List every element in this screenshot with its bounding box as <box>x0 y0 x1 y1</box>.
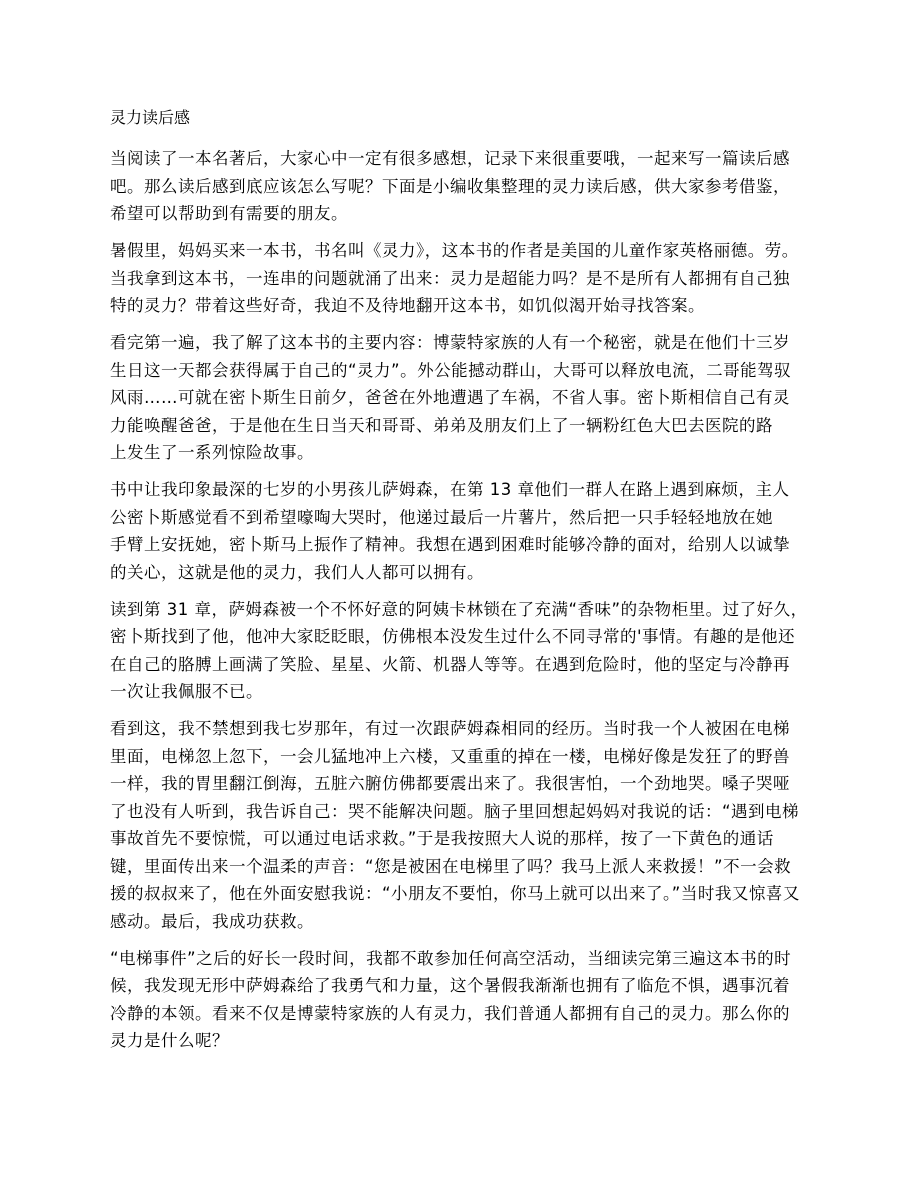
text-line: 当阅读了一本名著后，大家心中一定有很多感想，记录下来很重要哦，一起来写一篇读后感 <box>110 149 790 168</box>
text-line: 书中让我印象最深的七岁的小男孩儿萨姆森，在第 13 章他们一群人在路上遇到麻烦，主人 <box>110 480 790 499</box>
text-line: 在自己的胳膊上画满了笑脸、星星、火箭、机器人等等。在遇到危险时，他的坚定与冷静再 <box>110 654 790 674</box>
text-line: 感动。最后，我成功获救。 <box>110 911 314 931</box>
text-line: 密卜斯找到了他，他冲大家眨眨眼，仿佛根本没发生过什么不同寻常的'事情。有趣的是他还 <box>110 627 796 646</box>
text-line: 键，里面传出来一个温柔的声音：“您是被困在电梯里了吗？我马上派人来救援！”不一会救 <box>110 856 792 876</box>
text-line: 看完第一遍，我了解了这本书的主要内容：博蒙特家族的人有一个秘密，就是在他们十三岁 <box>110 333 790 352</box>
text-line: 希望可以帮助到有需要的朋友。 <box>110 204 348 223</box>
text-line: 事故首先不要惊慌，可以通过电话求救。”于是我按照大人说的那样，按了一下黄色的通话 <box>110 829 774 848</box>
text-line: 上发生了一系列惊险故事。 <box>110 443 314 462</box>
text-line: 一样，我的胃里翻江倒海，五脏六腑仿佛都要震出来了。我很害怕，一个劲地哭。嗓子哭哑 <box>110 774 790 793</box>
text-line: 手臂上安抚她，密卜斯马上振作了精神。我想在遇到困难时能够冷静的面对，给别人以诚挚 <box>110 535 790 554</box>
text-line: 援的叔叔来了，他在外面安慰我说：“小朋友不要怕，你马上就可以出来了。”当时我又惊喜又 <box>110 884 800 903</box>
text-line: 吧。那么读后感到底应该怎么写呢？下面是小编收集整理的灵力读后感，供大家参考借鉴， <box>110 176 790 196</box>
paragraph <box>110 945 815 1055</box>
document-title: 灵力读后感 <box>110 108 191 127</box>
paragraphs <box>110 145 815 1055</box>
paragraph <box>110 329 815 467</box>
text-line: 特的灵力？带着这些好奇，我迫不及待地翻开这本书，如饥似渴开始寻找答案。 <box>110 296 705 315</box>
text-line: 力能唤醒爸爸，于是他在生日当天和哥哥、弟弟及朋友们上了一辆粉红色大巴去医院的路 <box>110 415 773 435</box>
paragraph <box>110 476 815 586</box>
paragraph <box>110 596 815 706</box>
text-line: 一次让我佩服不已。 <box>110 682 263 701</box>
paragraph <box>110 145 815 228</box>
text-line: 灵力是什么呢？ <box>110 1031 229 1050</box>
text-line: 读到第 31 章，萨姆森被一个不怀好意的阿姨卡林锁在了充满“香味”的杂物柜里。过了好久， <box>110 599 808 619</box>
text-line: 当我拿到这本书，一连串的问题就涌了出来：灵力是超能力吗？是不是所有人都拥有自己独 <box>110 268 790 288</box>
text-line: 暑假里，妈妈买来一本书，书名叫《灵力》，这本书的作者是美国的儿童作家英格丽德。劳。 <box>110 241 799 260</box>
text-line: 候，我发现无形中萨姆森给了我勇气和力量，这个暑假我渐渐也拥有了临危不惧，遇事沉着 <box>110 976 790 995</box>
text-line: 冷静的本领。看来不仅是博蒙特家族的人有灵力，我们普通人都拥有自己的灵力。那么你的 <box>110 1003 790 1023</box>
text-line: 里面，电梯忽上忽下，一会儿猛地冲上六楼，又重重的掉在一楼，电梯好像是发狂了的野兽 <box>110 746 790 766</box>
text-line: 看到这，我不禁想到我七岁那年，有过一次跟萨姆森相同的经历。当时我一个人被困在电梯 <box>110 719 790 738</box>
text-line: 公密卜斯感觉看不到希望嚎啕大哭时，他递过最后一片薯片，然后把一只手轻轻地放在她 <box>110 507 773 527</box>
text-line: 了也没有人听到，我告诉自己：哭不能解决问题。脑子里回想起妈妈对我说的话：“遇到电梯 <box>110 801 800 821</box>
document-body <box>110 104 815 1064</box>
text-line: 生日这一天都会获得属于自己的“灵力”。外公能撼动群山，大哥可以释放电流，二哥能驾驭 <box>110 360 792 380</box>
paragraph <box>110 237 815 320</box>
text-line: 风雨……可就在密卜斯生日前夕，爸爸在外地遭遇了车祸，不省人事。密卜斯相信自己有灵 <box>110 388 790 407</box>
paragraph <box>110 715 815 935</box>
text-line: “电梯事件”之后的好长一段时间，我都不敢参加任何高空活动，当细读完第三遍这本书的时 <box>110 948 792 968</box>
text-line: 的关心，这就是他的灵力，我们人人都可以拥有。 <box>110 562 484 582</box>
